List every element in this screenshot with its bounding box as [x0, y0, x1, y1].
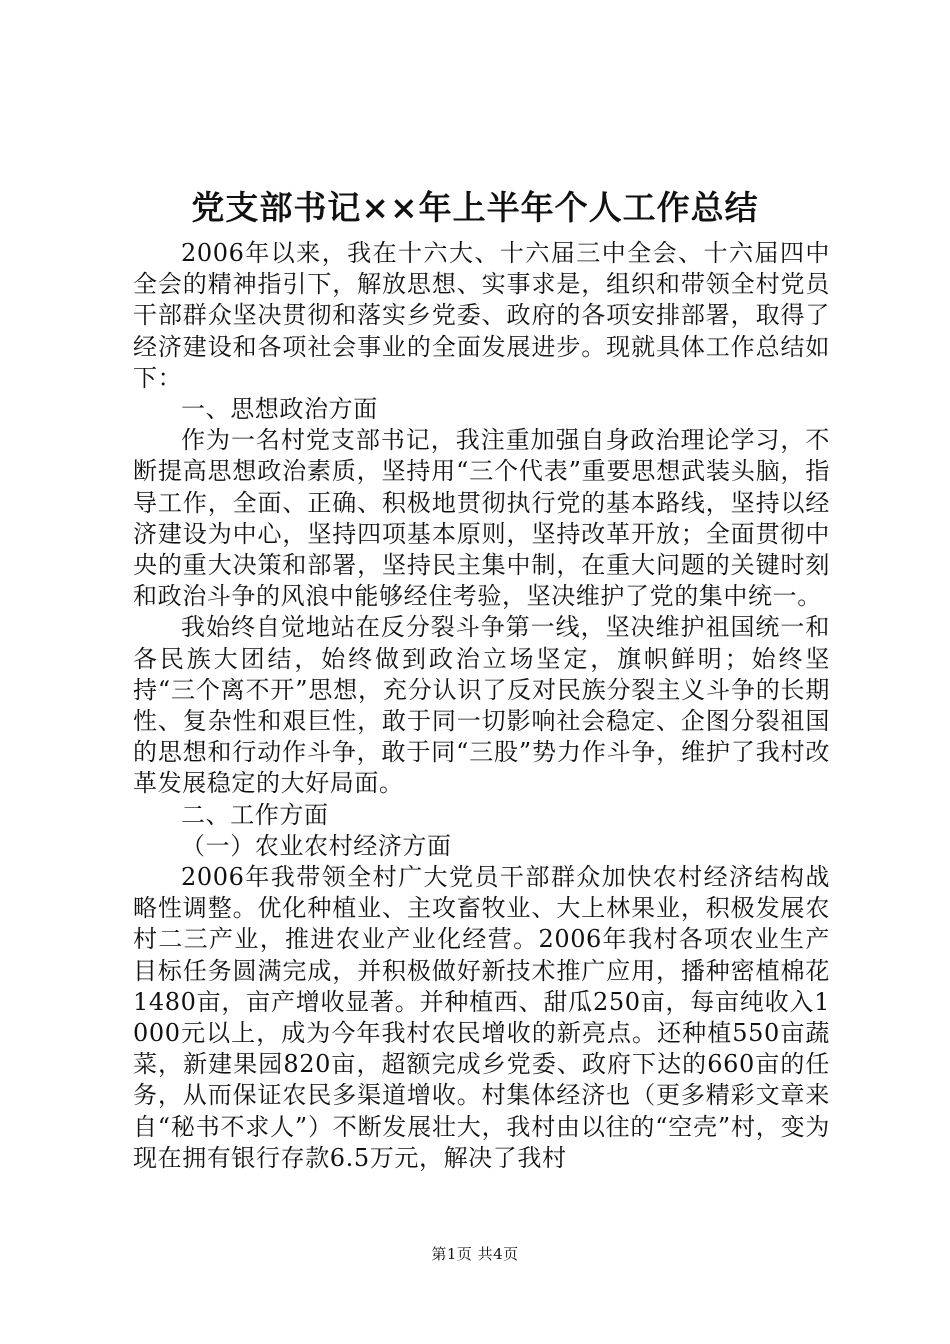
ideology-paragraph-1: 作为一名村党支部书记，我注重加强自身政治理论学习，不断提高思想政治素质，坚持用“三个代表”重要思想武装头脑，指导工作，全面、正确、积极地贯彻执行党的基本路线，坚持以经济建设为中心，坚持四项基本原则，坚持改革开放；全面贯彻中央的重大决策和部署，坚持民主集中制，在重大问题的关键时刻和政治斗争的风浪中能够经住考验，坚决维护了党的集中统一。 — [133, 426, 830, 611]
document-title: 党支部书记××年上半年个人工作总结 — [191, 188, 759, 227]
intro-paragraph: 2006年以来，我在十六大、十六届三中全会、十六届四中全会的精神指引下，解放思想、实事求是，组织和带领全村党员干部群众坚决贯彻和落实乡党委、政府的各项安排部署，取得了经济建设和各项社会事业的全面发展进步。现就具体工作总结如下： — [133, 239, 830, 392]
section-heading-work: 二、工作方面 — [181, 800, 329, 829]
subsection-heading-agriculture: （一）农业农村经济方面 — [181, 831, 452, 860]
document-body — [133, 238, 830, 1174]
ideology-paragraph-2: 我始终自觉地站在反分裂斗争第一线，坚决维护祖国统一和各民族大团结，始终做到政治立场坚定，旗帜鲜明；始终坚持“三个离不开”思想，充分认识了反对民族分裂主义斗争的长期性、复杂性和艰巨性，敢于同一切影响社会稳定、企图分裂祖国的思想和行动作斗争，敢于同“三股”势力作斗争，维护了我村改革发展稳定的大好局面。 — [133, 613, 830, 798]
agriculture-paragraph: 2006年我带领全村广大党员干部群众加快农村经济结构战略性调整。优化种植业、主攻畜牧业、大上林果业，积极发展农村二三产业，推进农业产业化经营。2006年我村各项农业生产目标任务圆满完成，并积极做好新技术推广应用，播种密植棉花1480亩，亩产增收显著。并种植西、甜瓜250亩，每亩纯收入1000元以上，成为今年我村农民增收的新亮点。还种植550亩蔬菜，新建果园820亩，超额完成乡党委、政府下达的660亩的任务，从而保证农民多渠道增收。村集体经济也（更多精彩文章来自“秘书不求人”）不断发展壮大，我村由以往的“空壳”村，变为现在拥有银行存款6.5万元，解决了我村 — [133, 863, 830, 1172]
section-heading-ideology: 一、思想政治方面 — [181, 395, 378, 424]
page-number-footer: 第1页 共4页 — [431, 1245, 519, 1263]
